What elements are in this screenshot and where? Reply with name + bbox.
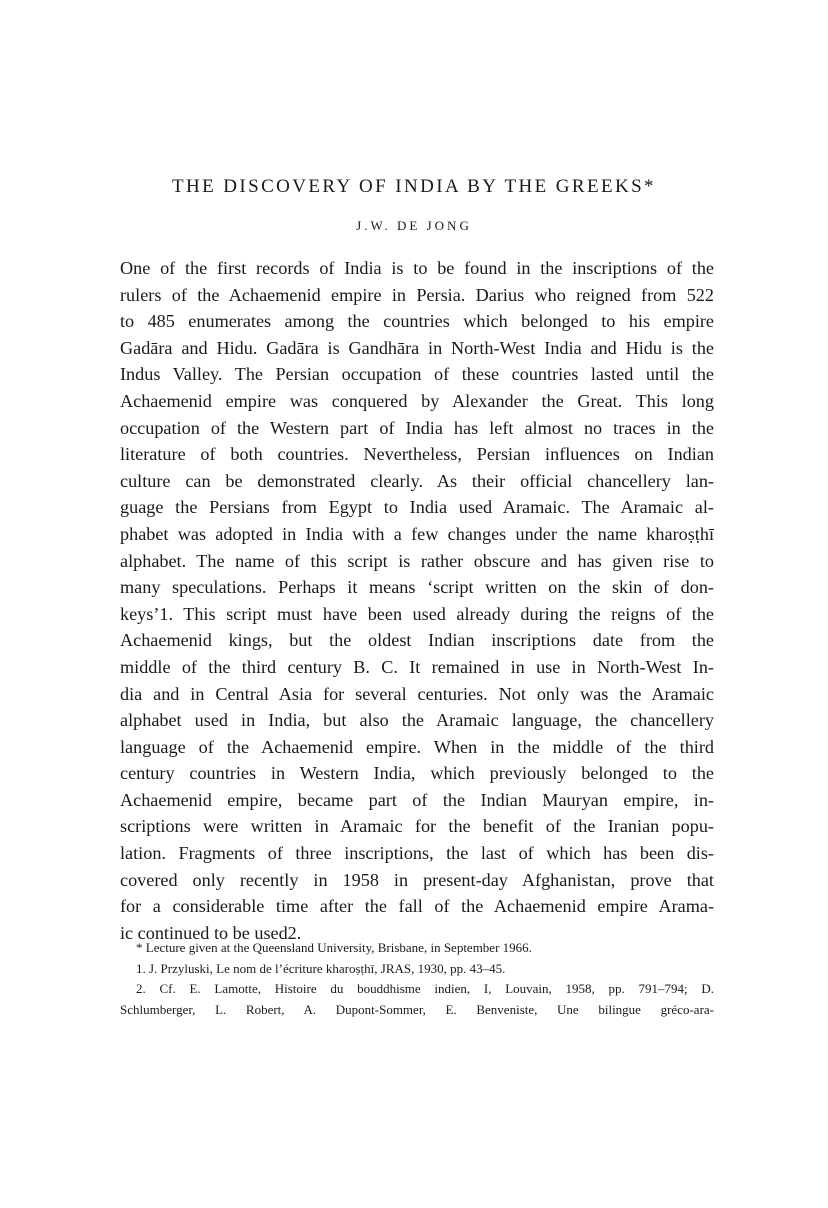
body-line: Gadāra and Hidu. Gadāra is Gandhāra in North-West India and Hidu is the (120, 337, 714, 358)
article-title: THE DISCOVERY OF INDIA BY THE GREEKS* (172, 176, 656, 197)
body-line: lation. Fragments of three inscriptions, the last of which has been dis- (120, 843, 714, 864)
body-line: scriptions were written in Aramaic for the benefit of the Iranian popu- (120, 816, 714, 837)
body-line: many speculations. Perhaps it means ‘script written on the skin of don- (120, 577, 714, 598)
body-line: rulers of the Achaemenid empire in Persia. Darius who reigned from 522 (120, 284, 714, 305)
body-line: keys’1. This script must have been used already during the reigns of the (120, 603, 714, 624)
body-line: alphabet. The name of this script is rather obscure and has given rise to (120, 550, 714, 571)
body-line: for a considerable time after the fall of the Achaemenid empire Arama- (120, 896, 714, 917)
body-line: culture can be demonstrated clearly. As their official chancellery lan- (120, 470, 714, 491)
footnote: 1. J. Przyluski, Le nom de l’écriture kharoṣṭhī, JRAS, 1930, pp. 43–45. (136, 960, 506, 976)
body-line: occupation of the Western part of India has left almost no traces in the (120, 417, 714, 438)
body-line: literature of both countries. Nevertheless, Persian influences on Indian (120, 444, 714, 465)
body-line: ic continued to be used2. (120, 922, 302, 943)
article-author: J.W. DE JONG (356, 218, 472, 233)
body-line: to 485 enumerates among the countries which belonged to his empire (120, 311, 714, 332)
body-line: One of the first records of India is to be found in the inscriptions of the (120, 258, 714, 278)
body-line: middle of the third century B. C. It remained in use in North-West In- (120, 656, 714, 677)
footnote: Schlumberger, L. Robert, A. Dupont-Sommer, E. Benveniste, Une bilingue gréco-ara- (120, 1001, 714, 1017)
body-line: Achaemenid empire was conquered by Alexander the Great. This long (120, 390, 714, 411)
body-line: century countries in Western India, which previously belonged to the (120, 763, 714, 784)
body-line: Indus Valley. The Persian occupation of these countries lasted until the (120, 364, 714, 385)
body-line: phabet was adopted in India with a few changes under the name kharoṣṭhī (120, 523, 714, 544)
body-line: Achaemenid empire, became part of the Indian Mauryan empire, in- (120, 789, 714, 810)
body-line: alphabet used in India, but also the Aramaic language, the chancellery (120, 710, 714, 731)
body-line: dia and in Central Asia for several centuries. Not only was the Aramaic (120, 683, 714, 704)
body-line: covered only recently in 1958 in present-day Afghanistan, prove that (120, 869, 714, 890)
body-line: language of the Achaemenid empire. When in the middle of the third (120, 736, 714, 757)
body-line: Achaemenid kings, but the oldest Indian inscriptions date from the (120, 630, 714, 651)
body-text (120, 255, 714, 946)
footnote: * Lecture given at the Queensland University, Brisbane, in September 1966. (136, 940, 532, 955)
footnote: 2. Cf. E. Lamotte, Histoire du bouddhisme indien, I, Louvain, 1958, pp. 791–794; D. (136, 981, 714, 996)
body-line: guage the Persians from Egypt to India used Aramaic. The Aramaic al- (120, 497, 714, 518)
footnotes (120, 938, 714, 1020)
